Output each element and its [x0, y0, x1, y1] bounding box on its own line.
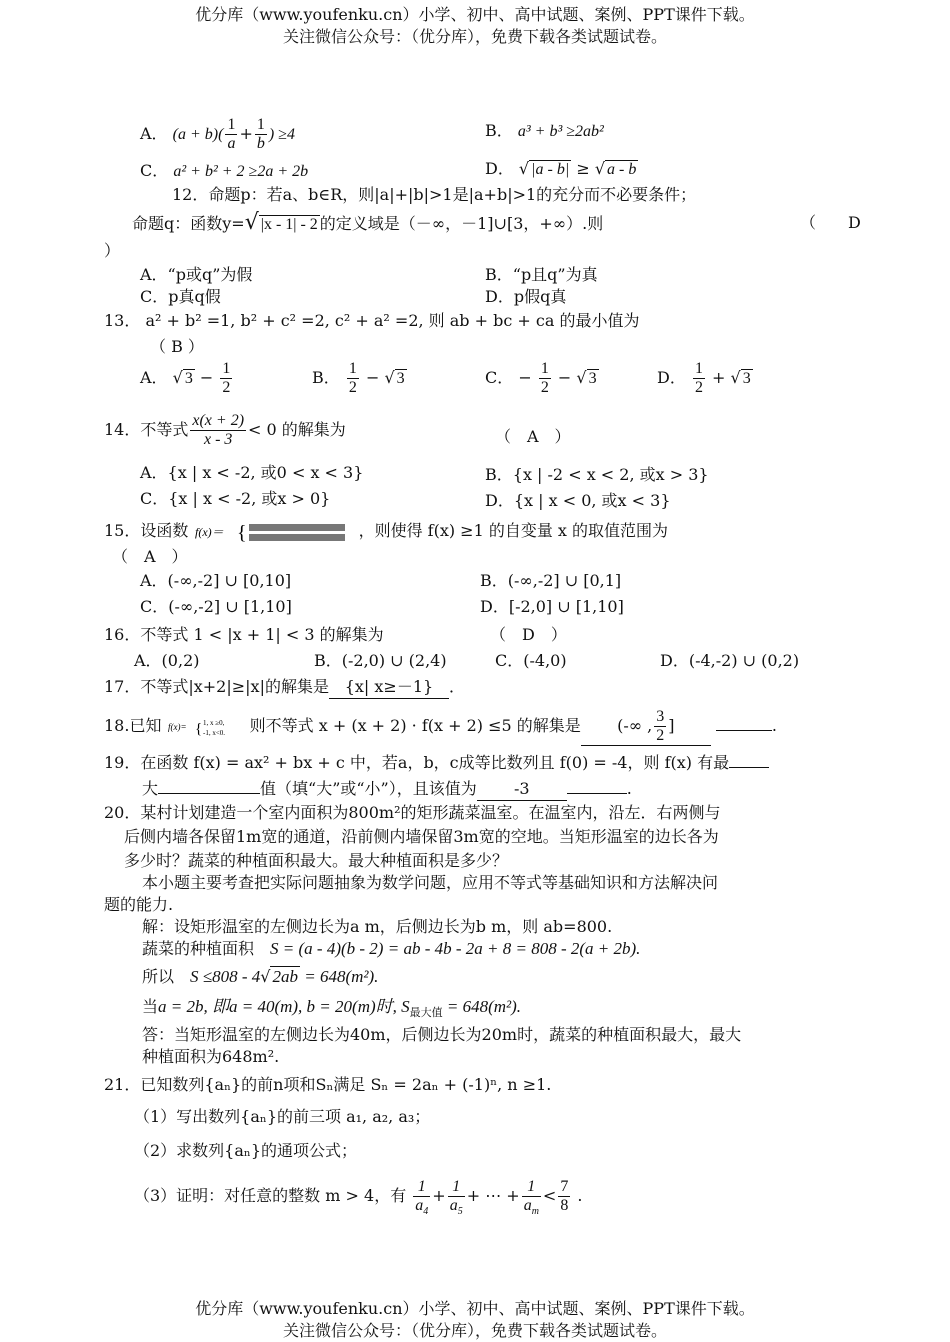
- q21-part-3: （3）证明：对任意的整数 m > 4，有 $\frac{1}{a_4}$ + $\frac{1}{a_5}$ + ⋯ + $\frac{1}{a_m}$ < $\frac{7}{8}$ .: [134, 1178, 583, 1218]
- q11-option-d: D． √ |a - b| ≥ √ a - b: [485, 159, 637, 178]
- svg-text:f(x)＝: f(x)＝: [195, 524, 225, 539]
- q18-answer: (-∞ , $\frac{3}{2}$ ]: [581, 708, 711, 746]
- svg-text:1, x ≥0,: 1, x ≥0,: [202, 718, 224, 727]
- q17-stem: 17．不等式|x+2|≥|x|的解集是 {x| x≥－1} ．: [104, 676, 465, 699]
- q20-solution-2: 蔬菜的种植面积 S = (a - 4)(b - 2) = ab - 4b - 2a + 8 = 808 - 2(a + 2b).: [142, 939, 641, 958]
- q12-close-paren: ）: [104, 241, 121, 260]
- svg-text:-1, x<0.: -1, x<0.: [202, 728, 225, 737]
- q14-option-a: A．{x | x < -2, 或0 < x < 3}: [140, 463, 364, 482]
- q12-answer: （ D: [800, 213, 861, 232]
- q20-line-4: 本小题主要考查把实际问题抽象为数学问题，应用不等式等基础知识和方法解决问: [142, 873, 719, 892]
- q12-line-2: 命题q：函数y=√ |x - 1| - 2 的定义域是（－∞，－1]∪[3，+∞）.则: [132, 210, 604, 235]
- q20-answer-2: 种植面积为648m².: [142, 1047, 280, 1066]
- q20-line-5: 题的能力.: [104, 895, 174, 914]
- q11-option-c: C． a² + b² + 2 ≥2a + 2b: [140, 161, 309, 180]
- footer-line-2: 关注微信公众号：（优分库），免费下载各类试题试卷。: [282, 1321, 667, 1340]
- q16-option-b: B．(-2,0) ∪ (2,4): [314, 651, 447, 670]
- q21-part-1: （1）写出数列{aₙ}的前三项 a₁, a₂, a₃；: [134, 1107, 431, 1126]
- q14-option-c: C．{x | x < -2, 或x > 0}: [140, 489, 331, 508]
- piecewise-function-image: [167, 716, 245, 738]
- q21-part-2: （2）求数列{aₙ}的通项公式；: [134, 1141, 358, 1160]
- q14-answer: （ A ）: [495, 427, 571, 446]
- q16-option-a: A．(0,2): [134, 651, 200, 670]
- q13-option-b: B． $\frac{1}{2}$ − √ 3: [312, 360, 405, 396]
- q12-option-d: D．p假q真: [485, 287, 567, 306]
- q19-line-2: 大 值（填“大”或“小”），且该值为 -3 .: [142, 778, 632, 801]
- q12-option-a: A．“p或q”为假: [140, 265, 253, 284]
- q13-option-a: A． √ 3 − $\frac{1}{2}$: [140, 360, 231, 396]
- q20-solution-1: 解：设矩形温室的左侧边长为a m，后侧边长为b m，则 ab=800.: [142, 917, 613, 936]
- header-line-1: 优分库（www.youfenku.cn）小学、初中、高中试题、案例、PPT课件下载。: [195, 5, 755, 24]
- q14-stem: 14．不等式 $\frac{x(x + 2)}{x - 3}$ < 0 的解集为: [104, 412, 346, 448]
- q20-line-3: 多少时？蔬菜的种植面积最大。最大种植面积是多少？: [124, 851, 509, 870]
- q15-answer: （ A ）: [112, 547, 188, 566]
- q20-line-1: 20．某村计划建造一个室内面积为800m²的矩形蔬菜温室。在温室内，沿左．右两侧与: [104, 803, 721, 822]
- q19-line-1: 19．在函数 f(x) = ax² + bx + c 中，若a，b，c成等比数列且 f(0) = -4，则 f(x) 有最: [104, 752, 769, 774]
- q14-option-b: B．{x | -2 < x < 2, 或x > 3}: [485, 465, 709, 484]
- svg-text:f(x)=: f(x)=: [167, 721, 187, 732]
- q20-solution-4: 当a = 2b, 即a = 40(m), b = 20(m)时, $S_{最大值} = 648(m^2)$.: [142, 997, 522, 1020]
- q12-option-b: B．“p且q”为真: [485, 265, 598, 284]
- footer-line-1: 优分库（www.youfenku.cn）小学、初中、高中试题、案例、PPT课件下载。: [195, 1299, 755, 1318]
- q15-option-d: D．[-2,0] ∪ [1,10]: [480, 597, 624, 616]
- q13-stem: 13． a² + b² =1, b² + c² =2, c² + a² =2, 则 ab + bc + ca 的最小值为: [104, 311, 640, 330]
- q20-solution-3: 所以 S ≤808 - 4√ 2ab = 648(m²).: [142, 967, 379, 986]
- q16-option-d: D．(-4,-2) ∪ (0,2): [660, 651, 800, 670]
- q15-option-b: B．(-∞,-2] ∪ [0,1]: [480, 571, 622, 590]
- q11-option-b: B． a³ + b³ ≥2ab²: [485, 121, 604, 140]
- q20-answer-1: 答：当矩形温室的左侧边长为40m，后侧边长为20m时，蔬菜的种植面积最大，最大: [142, 1025, 742, 1044]
- q15-option-c: C．(-∞,-2] ∪ [1,10]: [140, 597, 292, 616]
- q12-option-c: C．p真q假: [140, 287, 221, 306]
- q12-line-1: 12．命题p：若a、b∈R，则|a|+|b|>1是|a+b|>1的充分而不必要条件；: [172, 185, 697, 204]
- q20-line-2: 后侧内墙各保留1m宽的通道，沿前侧内墙保留3m宽的空地。当矩形温室的边长各为: [124, 827, 719, 846]
- q18-stem: 18.已知 f(x)= { 1, x ≥0, -1, x<0. 则不等式 x + (x + 2) · f(x + 2) ≤5 的解集是 (-∞ , $\frac{3}{2}$ ] .: [104, 708, 777, 744]
- q13-option-d: D． $\frac{1}{2}$ + √ 3: [657, 360, 751, 396]
- q17-answer: {x| x≥－1}: [329, 676, 449, 699]
- svg-text:{: {: [237, 521, 248, 543]
- q15-stem: 15．设函数 f(x)＝ { ，则使得 f(x) ≥1 的自变量 x 的取值范围为: [104, 521, 669, 543]
- q13-option-c: C． − $\frac{1}{2}$ − √ 3: [485, 360, 597, 396]
- q14-option-d: D．{x | x < 0, 或x < 3}: [485, 491, 671, 510]
- q15-option-a: A．(-∞,-2] ∪ [0,10]: [140, 571, 292, 590]
- q16-answer: （ D ）: [490, 625, 567, 644]
- q21-stem: 21．已知数列{aₙ}的前n项和Sₙ满足 Sₙ = 2aₙ + (-1)ⁿ, n ≥1.: [104, 1075, 552, 1094]
- piecewise-function-image: [193, 521, 353, 543]
- header-line-2: 关注微信公众号：（优分库），免费下载各类试题试卷。: [282, 27, 667, 46]
- q16-option-c: C．(-4,0): [495, 651, 567, 670]
- q19-answer: -3: [477, 778, 567, 801]
- q13-answer: （ B ）: [150, 337, 204, 356]
- svg-text:{: {: [194, 720, 202, 737]
- q16-stem: 16．不等式 1 < |x + 1| < 3 的解集为: [104, 625, 384, 644]
- q11-option-a: A． (a + b)( $\frac{1}{a}$ + $\frac{1}{b}$ ) ≥4: [140, 116, 295, 152]
